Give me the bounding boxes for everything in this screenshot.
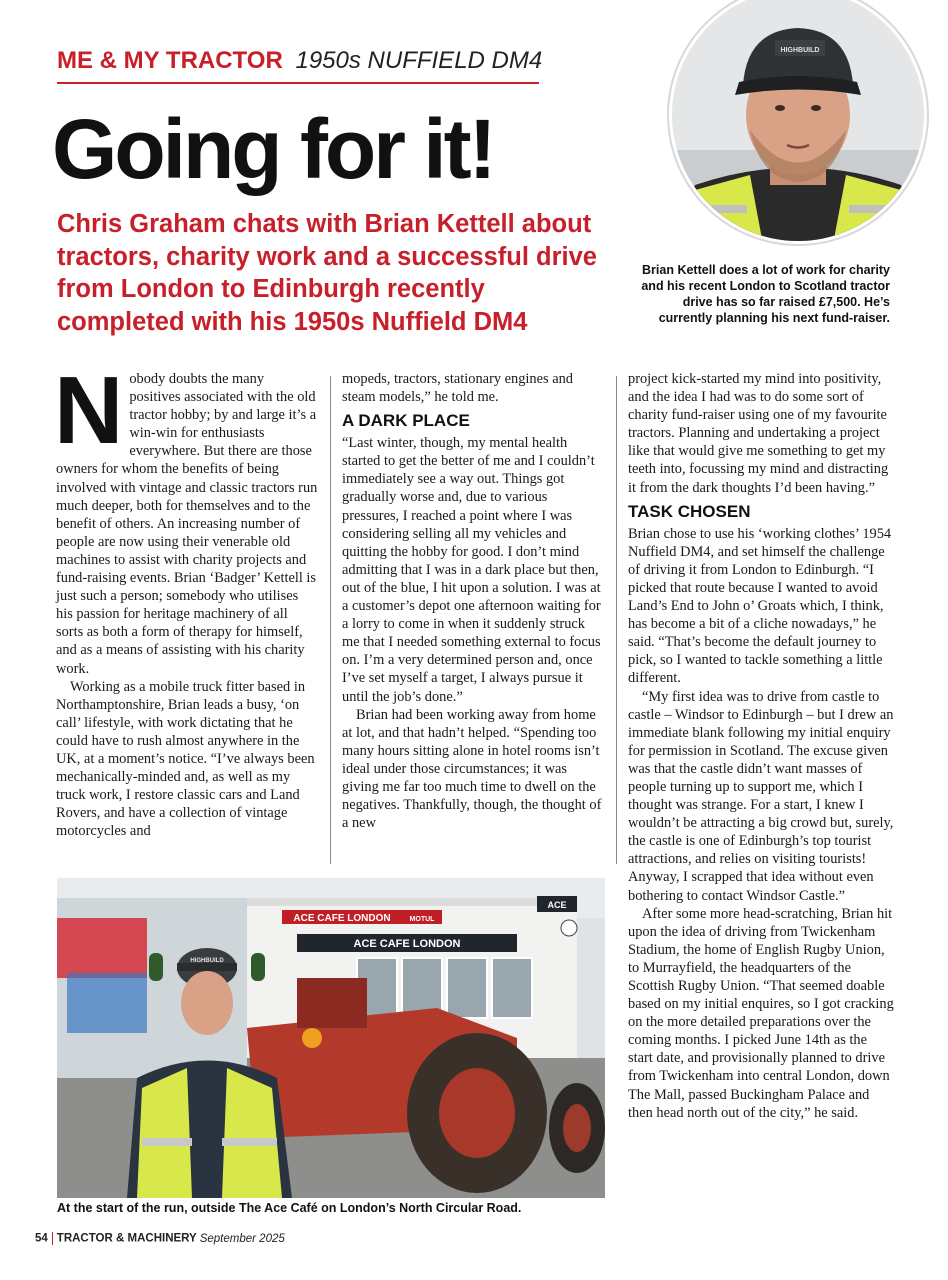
photo-caption: At the start of the run, outside The Ace Café on London’s North Circular Road.	[57, 1201, 522, 1215]
article-column-1	[54, 357, 318, 840]
drop-cap: N	[54, 357, 124, 464]
section-kicker	[57, 46, 547, 76]
sign-motul-text: MOTUL	[409, 916, 435, 923]
standfirst: Chris Graham chats with Brian Kettell about tractors, charity work and a successful drive from London to Edinburgh recently completed with his 1950s Nuffield DM4	[57, 210, 597, 336]
paragraph-text: obody doubts the many positives associated with the old tractor hobby; by and large it’s a win-win for enthusiasts everywhere. But there are those owners for whom the benefits of being involved with vintage and classic tractors run much deeper, both for themselves and to the benefit of others. An increasing number of people are now using their venerable old machines to assist with charity projects and fund-raising events. Brian ‘Badger’ Kettell is just such a person; somebody who utilises his passion for heritage machinery of all sorts as both a form of therapy for himself, and as a means of assisting with his charity work.	[56, 371, 318, 677]
page-footer	[35, 1232, 285, 1245]
magazine-name: TRACTOR & MACHINERY	[56, 1232, 197, 1245]
paragraph: mopeds, tractors, stationary engines and steam models,” he told me.	[342, 371, 573, 406]
portrait-caption: Brian Kettell does a lot of work for charity and his recent London to Scotland tractor drive has so far raised £7,500. He’s currently planning his next fund-raiser.	[641, 263, 890, 325]
photo-cap-text: HIGHBUILD	[190, 958, 224, 964]
kicker-subject: 1950s NUFFIELD DM4	[295, 47, 543, 74]
paragraph: “My first idea was to drive from castle to castle – Windsor to Edinburgh – but I drew an immediate blank following my initial enquiry for permission in Scotland. The excuse given was that the castle didn’t want masses of people turning up to support me, which I thought was strange. For a start, I knew I wouldn’t be attracting a big crowd but, surely, the castle is one of Edinburgh’s top tourist attractions, and relies on visiting tourists! Anyway, I scrapped that idea without even bothering to contact Windsor Castle.”	[628, 688, 894, 904]
portrait-photo	[655, 0, 941, 255]
subheading: TASK CHOSEN	[628, 501, 751, 521]
footer-divider	[52, 1232, 53, 1245]
article-column-2	[342, 370, 604, 832]
paragraph: “Last winter, though, my mental health started to get the better of me and I couldn’t immediately see a way out. Things got gradually worse and, due to various pressures, I reached a point where I was considering selling all my vehicles and quitting the hobby for good. I don’t mind admitting that I was in a dark place but then, out of the blue, I hit upon a solution. I was at a customer’s depot one afternoon waiting for a lorry to come in when it suddenly struck me that I needed something external to focus on. I’m a very determined person and, once I’ve set myself a target, I always pursue it until the job’s done.”	[342, 435, 601, 705]
headline: Going for it!	[52, 102, 494, 196]
column-divider	[616, 376, 617, 864]
paragraph: project kick-started my mind into positivity, and the idea I had was to do some sort of charity fund-raiser using one of my favourite tractors. Planning and undertaking a project like that would give me something to get my teeth into, focussing my mind and distracting it from the dark thoughts I’d been having.”	[628, 371, 889, 496]
column-divider	[330, 376, 331, 864]
page-number: 54	[35, 1232, 48, 1245]
paragraph	[54, 357, 318, 678]
paragraph: Working as a mobile truck fitter based in Northamptonshire, Brian leads a busy, ‘on call’ lifestyle, with work dictating that he could have to rush almost anywhere in the UK, at a moment’s notice. “I’ve always been mechanically-minded and, as well as my truck work, I restore classic cars and Land Rovers, and have a collection of vintage motorcycles and	[56, 678, 315, 840]
kicker-strong: ME & MY TRACTOR	[57, 47, 283, 74]
portrait-cap-text: HIGHBUILD	[780, 47, 820, 54]
article-column-3	[628, 370, 894, 1122]
main-photo	[57, 878, 605, 1198]
subheading: A DARK PLACE	[342, 411, 470, 431]
sign-top-text: ACE CAFE LONDON	[293, 913, 391, 924]
kicker-rule	[57, 82, 539, 84]
paragraph: Brian had been working away from home at lot, and that hadn’t helped. “Spending too many hours sitting alone in hotel rooms isn’t ideal under those circumstances; it was giving me far too much time to dwell on the negatives. Thankfully, though, the thought of a new	[342, 706, 602, 832]
paragraph: After some more head-scratching, Brian hit upon the idea of driving from Twickenham Stadium, the home of English Rugby Union, to Murrayfield, the headquarters of the Scottish Rugby Union. “That seemed doable based on my initial enquires, so I got cracking on the more detailed preparations over the coming months. I picked June 14th as the start date, and provisionally planned to drive from Twickenham into central London, down The Mall, passed Buckingham Palace and then head north out of the city,” he said.	[628, 905, 894, 1121]
issue-date: September 2025	[199, 1232, 285, 1245]
paragraph: Brian chose to use his ‘working clothes’ 1954 Nuffield DM4, and set himself the challenge of driving it from London to Edinburgh. “I picked that route because I wanted to avoid Land’s End to John o’ Groats which, I think, has become a bit of a cliche nowadays,” he said. “That’s become the default journey to pick, so I wanted to tackle something a little different.	[628, 525, 892, 687]
sign-ace-text: ACE	[547, 900, 567, 910]
sign-main-text: ACE CAFE LONDON	[353, 938, 461, 950]
